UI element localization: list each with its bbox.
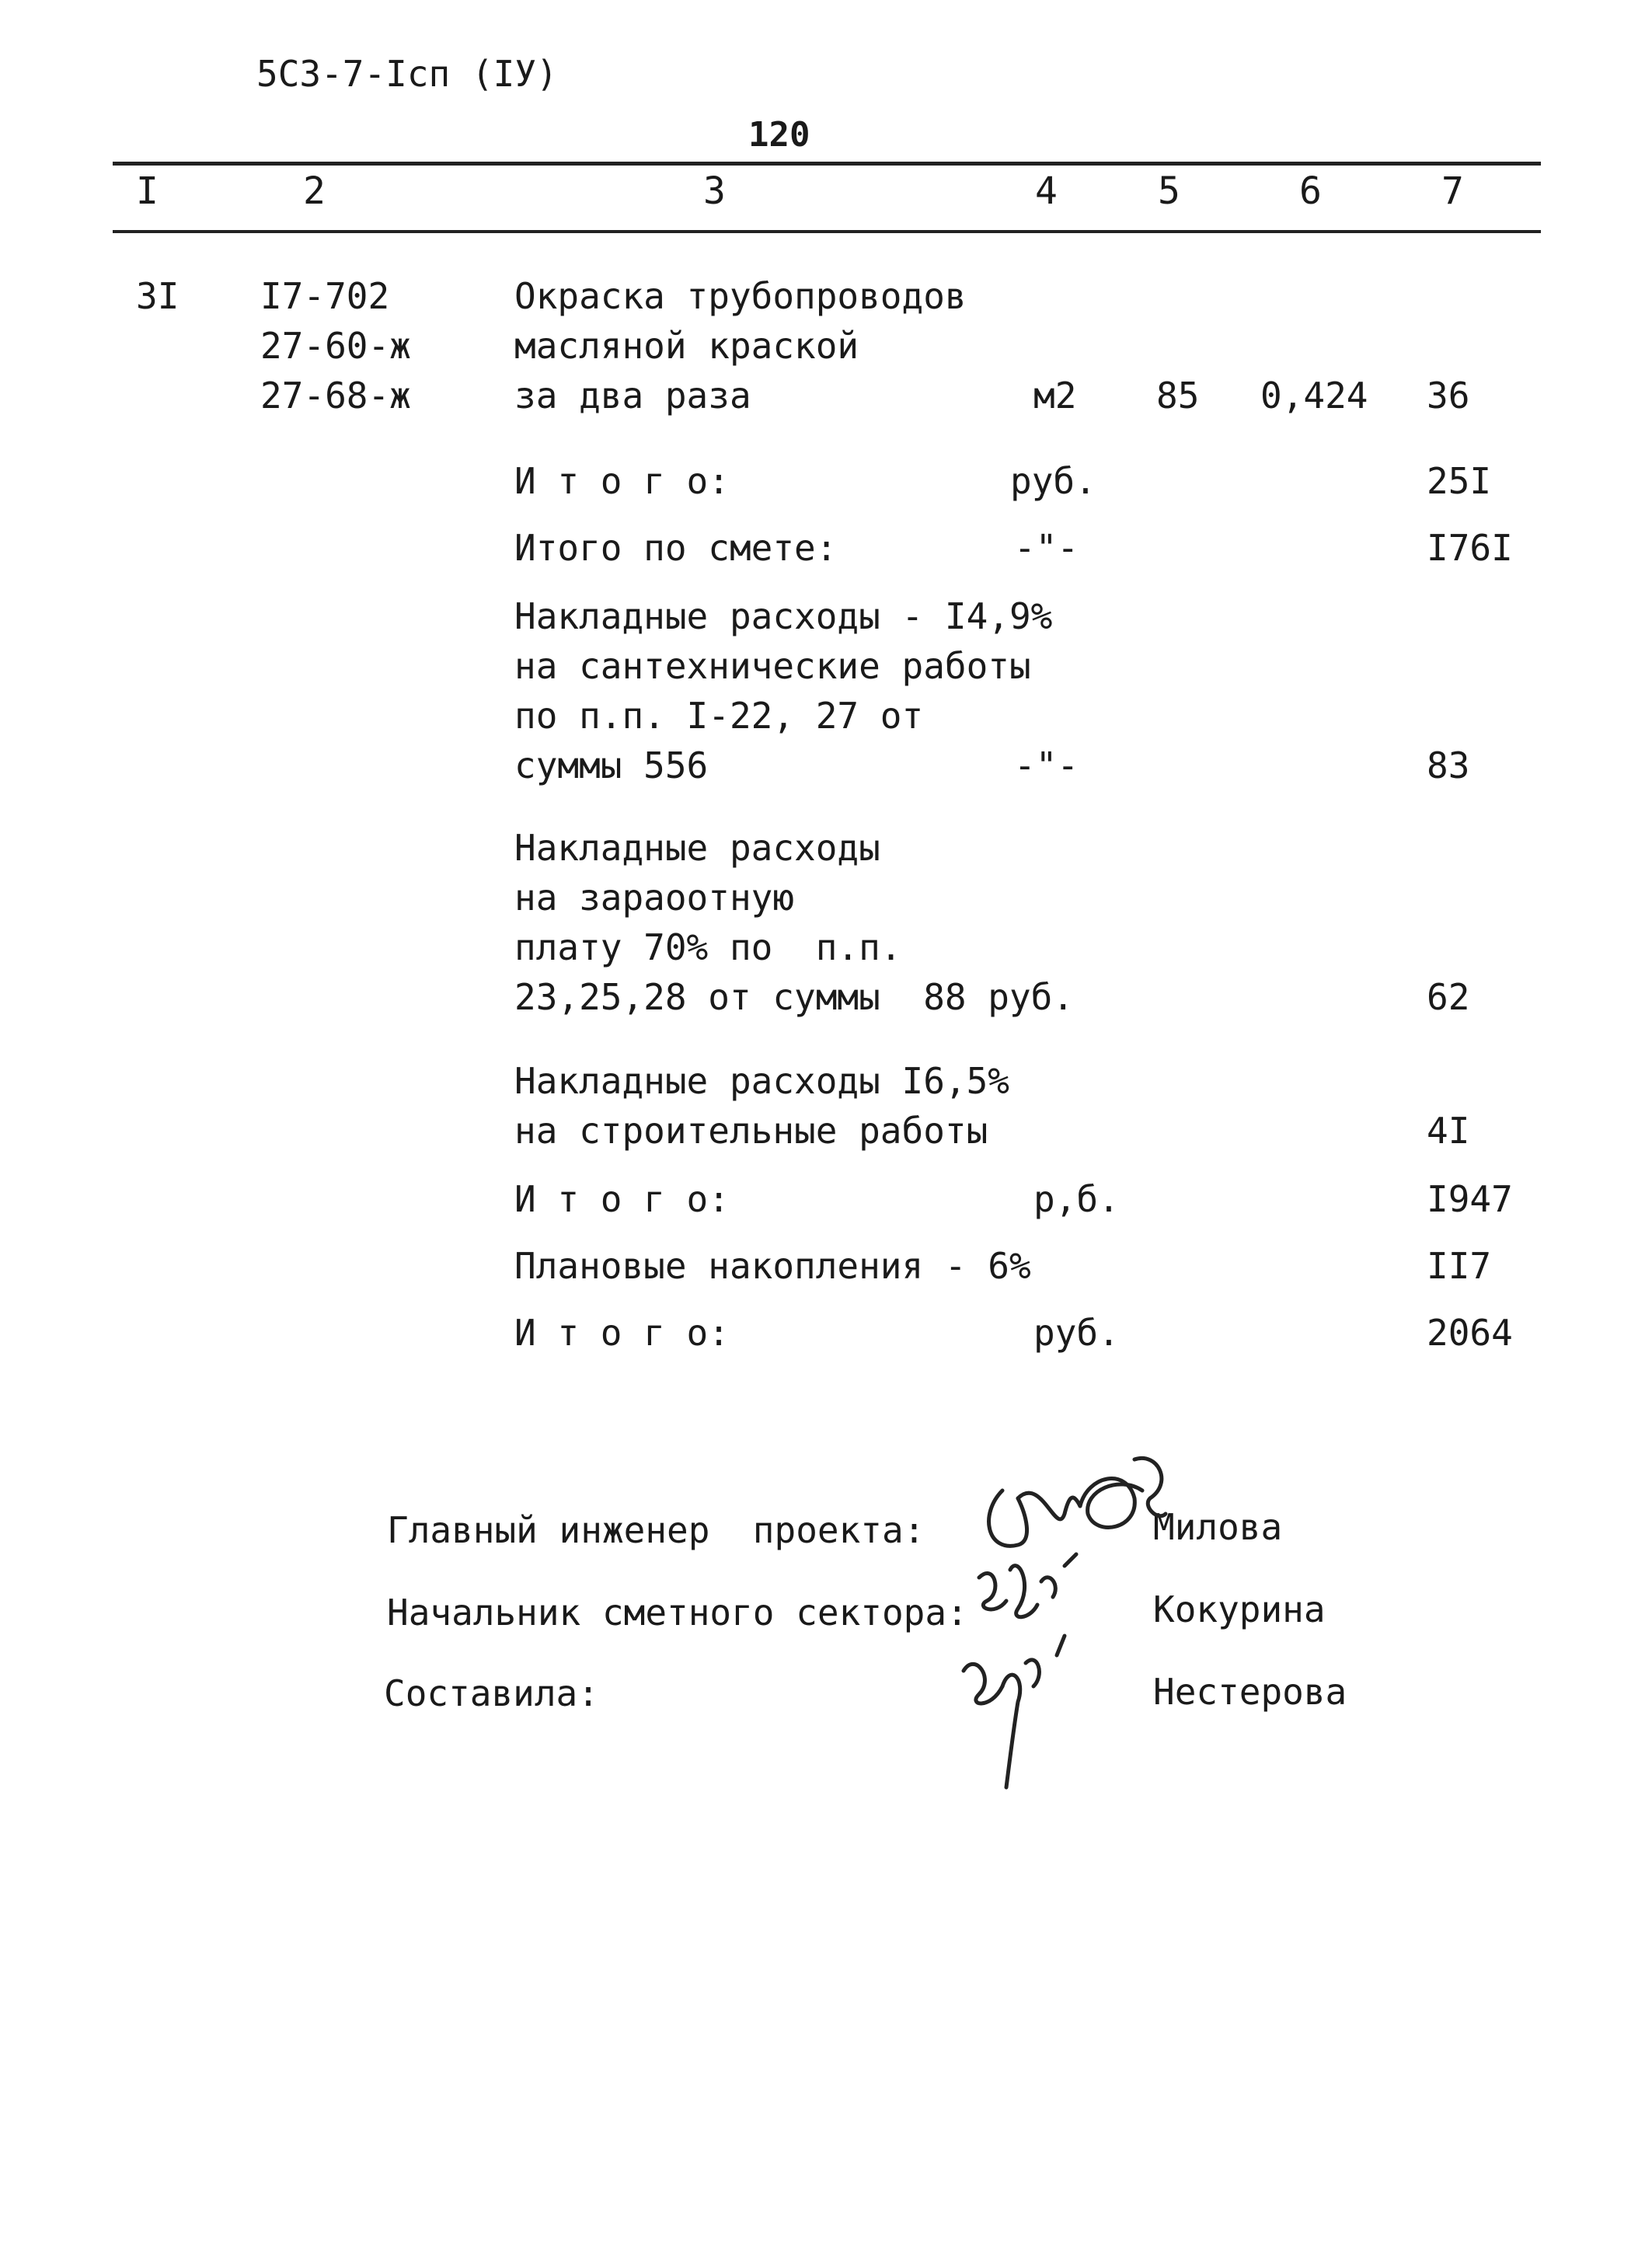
overhead-wages-text: 23,25,28 от суммы 88 руб.: [514, 976, 1075, 1018]
document-code: 5С3-7-Iсп (IУ): [256, 53, 558, 95]
column-header-1: I: [136, 169, 159, 213]
overhead-wages-text: плату 70% по п.п.: [514, 926, 902, 968]
item-code: I7-702: [260, 275, 390, 317]
item-code: 27-68-ж: [260, 375, 411, 417]
table-top-rule: [113, 162, 1541, 166]
signature-name-chief-engineer: Милова: [1153, 1506, 1283, 1548]
subtotal-label: И т о г о:: [514, 1178, 730, 1220]
item-sum: 36: [1427, 375, 1470, 417]
overhead-plumbing-text: по п.п. I-22, 27 от: [514, 695, 924, 737]
overhead-wages-text: Накладные расходы: [514, 827, 880, 869]
table-header-rule: [113, 230, 1541, 233]
item-description: за два раза: [514, 375, 751, 417]
signature-name-compiler: Нестерова: [1153, 1671, 1347, 1713]
column-header-3: 3: [703, 169, 726, 213]
signature-name-estimate-head: Кокурина: [1153, 1588, 1326, 1630]
estimate-total-sum: I76I: [1427, 527, 1513, 569]
column-header-7: 7: [1441, 169, 1464, 213]
subtotal-sum: I947: [1427, 1178, 1513, 1220]
handwritten-signature-3: [948, 1632, 1080, 1795]
item-description: Окраска трубопроводов: [514, 275, 967, 317]
column-header-6: 6: [1299, 169, 1322, 213]
item-number: 3I: [136, 275, 179, 317]
overhead-construction-text: на строительные работы: [514, 1110, 988, 1152]
handwritten-signature-1: [971, 1444, 1173, 1560]
overhead-construction-sum: 4I: [1427, 1110, 1470, 1152]
column-header-2: 2: [303, 169, 326, 213]
grand-total-unit: руб.: [1033, 1312, 1120, 1354]
overhead-wages-text: на зараоотную: [514, 877, 795, 919]
total-sum: 25I: [1427, 460, 1492, 502]
grand-total-sum: 2064: [1427, 1312, 1513, 1354]
overhead-wages-sum: 62: [1427, 976, 1470, 1018]
item-description: масляной краской: [514, 325, 859, 367]
planned-savings-label: Плановые накопления - 6%: [514, 1245, 1031, 1287]
total-unit: руб.: [1010, 460, 1096, 502]
item-code: 27-60-ж: [260, 325, 411, 367]
subtotal-unit: р,б.: [1033, 1178, 1120, 1220]
item-quantity: 85: [1156, 375, 1200, 417]
overhead-plumbing-unit: -"-: [1014, 744, 1079, 786]
overhead-plumbing-text: Накладные расходы - I4,9%: [514, 595, 1053, 637]
column-header-4: 4: [1035, 169, 1058, 213]
grand-total-label: И т о г о:: [514, 1312, 730, 1354]
item-unit: м2: [1033, 375, 1077, 417]
signature-role-estimate-head: Начальник сметного сектора:: [387, 1592, 968, 1634]
overhead-plumbing-text: на сантехнические работы: [514, 645, 1031, 687]
estimate-total-unit: -"-: [1014, 527, 1079, 569]
item-unit-price: 0,424: [1260, 375, 1368, 417]
signature-role-chief-engineer: Главный инженер проекта:: [387, 1509, 925, 1551]
overhead-construction-text: Накладные расходы I6,5%: [514, 1060, 1009, 1102]
signature-role-compiler: Составила:: [384, 1672, 599, 1714]
column-header-5: 5: [1158, 169, 1180, 213]
total-label: И т о г о:: [514, 460, 730, 502]
planned-savings-sum: II7: [1427, 1245, 1492, 1287]
handwritten-signature-2: [964, 1546, 1088, 1632]
page-number: 120: [748, 115, 810, 155]
overhead-plumbing-text: суммы 556: [514, 744, 709, 786]
overhead-plumbing-sum: 83: [1427, 744, 1470, 786]
estimate-total-label: Итого по смете:: [514, 527, 838, 569]
